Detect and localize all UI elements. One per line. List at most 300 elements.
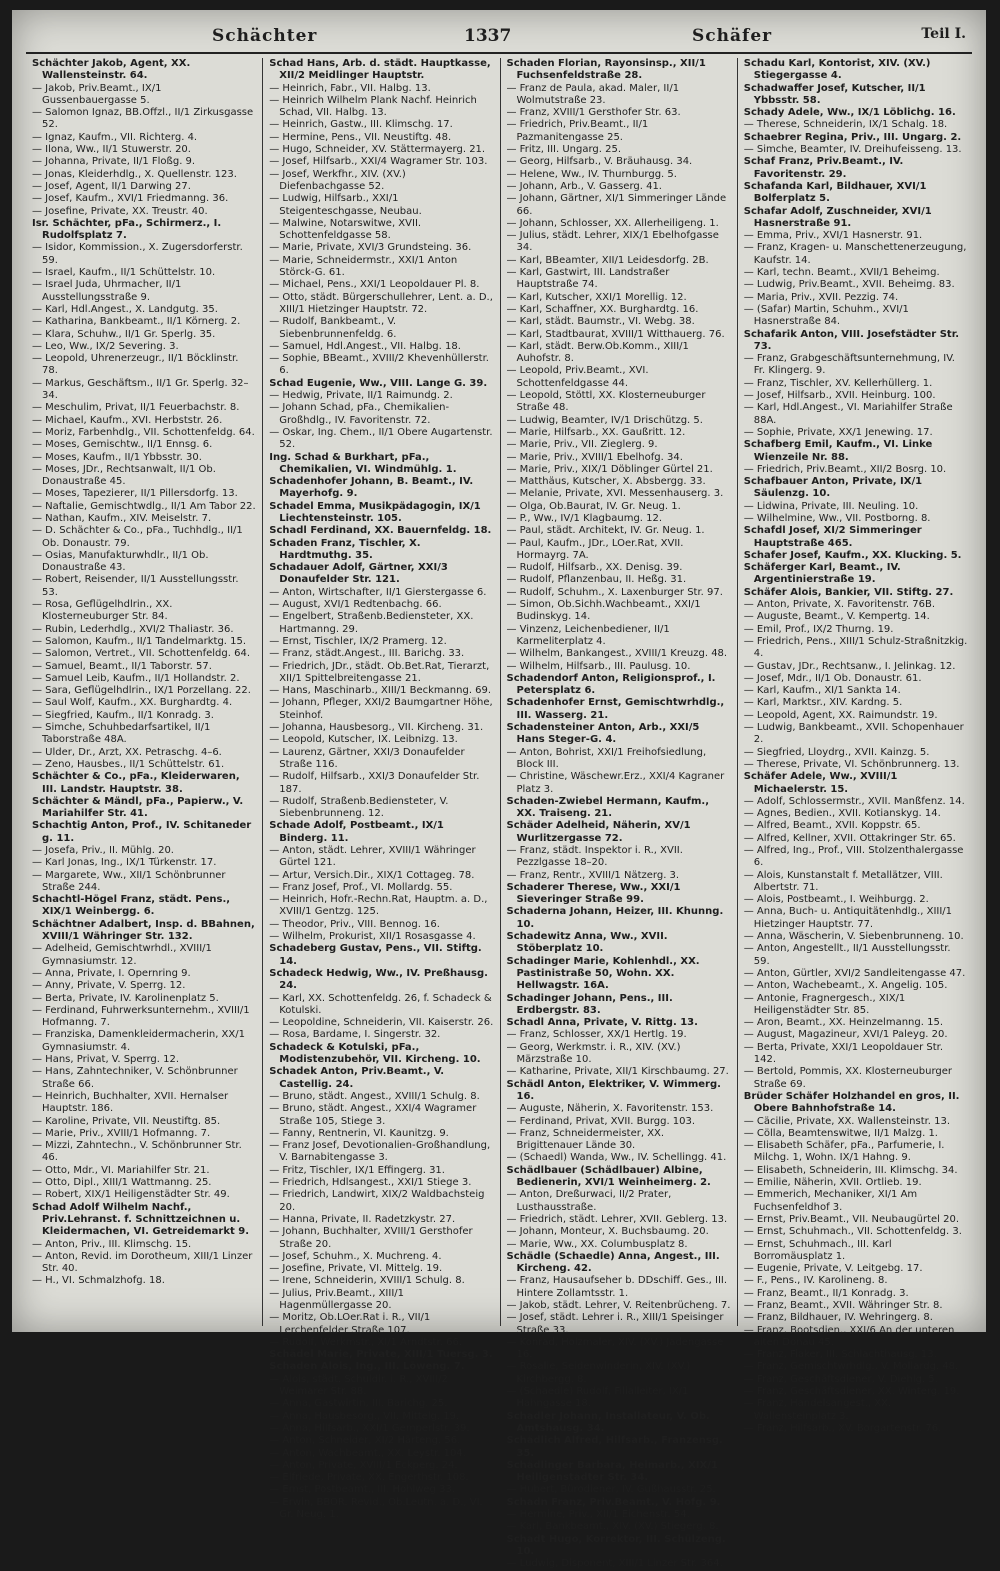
directory-entry: — Karl, Schaffner, XX. Burghardtg. 16. <box>506 303 699 315</box>
directory-entry: — Bertold, Pommis, XX. Klosterneuburger Straße 69. <box>743 1066 952 1090</box>
directory-entry: — Franz, Bildhauer, IV. Wehringerg. 8. <box>743 1312 933 1324</box>
directory-entry: — Leopoldine, Schneiderin, VII. Kaiserstr. 26. <box>269 1017 494 1029</box>
directory-entry: — Alois, Postbeamt., I. Weihburgg. 2. <box>743 894 929 906</box>
directory-entry: — Salomon, Kaufm., II/1 Tandelmarktg. 15. <box>32 635 247 647</box>
column-2 <box>262 58 499 1521</box>
directory-entry: — Franz, Geschäftsdiener, V. Diehlg. 5. <box>743 1373 938 1385</box>
directory-entry: — Julius, städt. Lehrer, XIX/1 Ebelhofgasse 34. <box>506 230 719 254</box>
part-label: Teil I. <box>921 26 966 42</box>
directory-entry: — Samuel, Hdl.Angest., VII. Halbg. 18. <box>269 340 461 352</box>
directory-entry: — Hugo, Schneider, XV. Stättermayerg. 21. <box>269 144 486 156</box>
directory-entry: Schafanda Karl, Bildhauer, XVI/1 Bolferplatz 5. <box>743 180 927 205</box>
directory-entry: — Anny, Private, V. Sperrg. 12. <box>32 980 186 992</box>
directory-entry: — Bruno, städt. Angest., XXI/4 Wagramer Straße 105, Stiege 3. <box>269 1103 477 1127</box>
directory-entry: — Saul Wolf, Kaufm., XX. Burghardtg. 4. <box>32 697 233 709</box>
directory-entry: Schädlbauer (Schädlbauer) Albine, Bedienerin, XVI/1 Weinheimerg. 2. <box>506 1164 711 1189</box>
directory-entry: — (Schaedl) Wanda, Ww., IV. Schellingg. 41. <box>506 1152 727 1164</box>
directory-entry: — Franz, Schlosser, XX/1 Hertlg. 19. <box>506 1029 687 1041</box>
directory-entry: — Robert, Reisender, II/1 Ausstellungsstr. 53. <box>32 574 239 598</box>
directory-entry: Schädlich Alfred, Hilfsarb., Franzensg. 35. <box>506 1435 723 1459</box>
directory-entry: — Marie, Priv., XIX/1 Döblinger Gürtel 21. <box>506 463 713 475</box>
directory-entry: — Moriz, Farbenhdlg., VII. Schottenfeldg. 64. <box>32 426 255 438</box>
directory-entry: — Anton, Wachebeamt., X. Angelig. 105. <box>743 980 948 992</box>
directory-entry: — Elisabeth, Schneiderin, III. Klimschg. 34. <box>743 1164 958 1176</box>
directory-entry: — Ferdinand, Privat, XVII. Burgg. 103. <box>506 1115 696 1127</box>
directory-entry: — Anton, städt. Lehrer, XVIII/1 Währinger Gürtel 121. <box>269 845 476 869</box>
directory-entry: — Rosa, Geflügelhdlrin., XX. Klosterneuburger Str. 84. <box>32 599 173 623</box>
directory-entry: — Oskar, Ing. Chem., II/1 Obere Augartenstr. 52. <box>269 426 493 451</box>
directory-entry: — Marie, Priv., XVIII/1 Hofmanng. 7. <box>32 1127 211 1139</box>
directory-entry: — Franz, städt.Angest., III. Barichg. 33. <box>269 648 465 660</box>
directory-entry: — Josef, Hilfsarb., XXI/4 Wagramer Str. 103. <box>269 156 488 168</box>
directory-entry: — Naftalie, Gemischtwdlg., II/1 Am Tabor 22. <box>32 500 256 512</box>
directory-entry: Schafdl Josef, XI/2 Simmeringer Hauptstraße 465. <box>743 525 922 549</box>
directory-entry: — Simche, Beamter, IV. Dreihufeisseng. 13. <box>743 144 962 156</box>
directory-entry: Schadewitz Anna, Ww., XVII. Stöberplatz 10. <box>506 931 668 955</box>
directory-entry: Schädel Marie, Private, XIII/1 Tuersg. 3. <box>269 1349 493 1361</box>
directory-entry: — Olga, Ob.Baurat, IV. Gr. Neug. 1. <box>506 500 681 512</box>
directory-entry: — Johann Schad, pFa., Chemikalien-Großhdlg., IV. Favoritenstr. 72. <box>269 402 450 426</box>
directory-entry: — Anna, Wäscherin, V. Siebenbrunneng. 10. <box>743 931 964 943</box>
directory-entry: — Mizzi, Zahntechn., V. Schönbrunner Str. 46. <box>32 1140 242 1164</box>
directory-entry: — Melanie, Private, XVI. Messenhauserg. 3. <box>506 488 724 500</box>
directory-entry: — Karl, XX. Schottenfeldg. 26, f. Schadeck & Kotulski. <box>269 992 492 1016</box>
column-1 <box>26 58 262 1326</box>
directory-entry: Schaderer Therese, Ww., XXI/1 Sieveringer Straße 99. <box>506 881 681 906</box>
directory-entry: — Alfred, Kellner, XVII. Ottakringer Str. 65. <box>743 832 956 844</box>
directory-entry: — Franz, Kragen- u. Manschettenerzeugung, Kaufstr. 14. <box>743 242 967 266</box>
directory-entry: Schadensteiner Anton, Arb., XXI/5 Hans Steger-G. 4. <box>506 722 700 746</box>
directory-entry: Schädl Anton, Elektriker, V. Wimmerg. 16. <box>506 1078 721 1102</box>
directory-entry: — Friedrich, städt. Lehrer, XVII. Geblerg. 13. <box>506 1213 728 1225</box>
directory-entry: — Anna, Buch- u. Antiquitätenhdlg., XIII/1 Hietzinger Hauptstr. 77. <box>743 906 953 930</box>
directory-entry: — Antonie, Fragnergesch., XIX/1 Heiligenstädter Str. 85. <box>743 992 906 1016</box>
directory-entry: — Ferdinand, Fuhrwerksunternehm., XVIII/1 Hofmanng. 7. <box>32 1004 250 1029</box>
directory-entry: — Karl, Hdl.Angest., X. Landgutg. 35. <box>32 303 218 315</box>
directory-entry: — Karl, Marktsr., XIV. Kardng. 5. <box>743 697 903 709</box>
directory-entry: Schächter & Co., pFa., Kleiderwaren, III. Landstr. Hauptstr. 38. <box>32 771 240 795</box>
directory-entry: — Franz, städt. Inspektor i. R., XVII. Pezzlgasse 18–20. <box>506 845 683 869</box>
page-header <box>12 20 986 50</box>
directory-entry: — Ludwig, Priv.Beamt., XVII. Beheimg. 83. <box>743 279 955 291</box>
directory-entry: — Alois, städt. Schuldir. i. R., XVIII/2 Weimarer Str. 88. <box>269 1373 448 1398</box>
directory-entry: — Osias, Manufakturwhdlr., II/1 Ob. Donaustraße 43. <box>32 549 209 574</box>
directory-entry: — Karl, Bankbeamt., XIV. (XV.) Stiegerg. 8. <box>506 1521 719 1533</box>
directory-entry: Schaden Alois, Ing., III. Löweng. 7. <box>269 1361 465 1373</box>
directory-entry: — Josefa, Priv., II. Mühlg. 20. <box>32 845 174 856</box>
directory-entry: — Paul, städt. Architekt, IV. Gr. Neug. 1. <box>506 525 705 537</box>
directory-entry: — Israel, Kaufm., II/1 Schüttelstr. 10. <box>32 267 216 279</box>
directory-entry: — Franz, Tischler, XV. Kellerhüllerg. 1. <box>743 377 933 389</box>
directory-entry: — Karoline, Private, VII. Neustiftg. 85. <box>32 1115 221 1127</box>
directory-entry: — Anton, Private, XVIII/1 Eckperg. 24. <box>269 1459 458 1471</box>
directory-entry: — Georg, Hilfsarb., V. Bräuhausg. 34. <box>506 156 693 168</box>
directory-entry: — Ernst, Schuhmach., III. Karl Borromäusplatz 1. <box>743 1238 892 1262</box>
directory-entry: — Josef, Agent, II/1 Darwing 27. <box>32 180 191 192</box>
directory-entry: — Hanna, Private, II. Radetzkystr. 27. <box>269 1213 456 1225</box>
directory-entry: — Elfriede, Private, XX. Engerthstr. 108. <box>269 1472 469 1484</box>
directory-entry: — Karl, städt. Baumstr., VI. Webg. 38. <box>506 316 695 328</box>
directory-entry: — Ludwig, Beamter, IV/1 Drischützg. 5. <box>506 414 703 426</box>
directory-entry: — Heinrich, Gastw., III. Klimschg. 17. <box>269 119 453 131</box>
header-right-keyword: Schäfer <box>692 26 773 46</box>
directory-entry: — Karl Jonas, Ing., IX/1 Türkenstr. 17. <box>32 857 217 869</box>
directory-entry: — Moses, Tapezierer, II/1 Pillersdorfg. 13. <box>32 488 238 500</box>
directory-entry: — Vinzenz, Leichenbediener, II/1 Karmeliterplatz 4. <box>506 623 670 647</box>
directory-entry: Schaf Franz, Priv.Beamt., IV. Favoritenstr. 29. <box>743 156 904 180</box>
directory-entry: — Johann, Gärtner, XI/1 Simmeringer Lände 66. <box>506 193 727 217</box>
directory-entry: — Marie, Schneidermstr., XXI/1 Anton Störck-G. 61. <box>269 254 458 279</box>
directory-entry: Schadenhofer Johann, B. Beamt., IV. Mayerhofg. 9. <box>269 476 474 500</box>
directory-entry: — Hedwig, Private, II/1 Raimundg. 2. <box>269 390 453 402</box>
directory-entry: — Karl, Kaufm., XI/1 Sankta 14. <box>743 685 901 697</box>
directory-entry: — Leopold, Stöttl, XX. Klosterneuburger Straße 48. <box>506 390 706 414</box>
directory-entry: Schadeberg Gustav, Pens., VII. Stiftg. 14. <box>269 943 482 967</box>
directory-entry: — Hubert, Bürodiener, IV. Gußhausstr. 25. <box>506 1484 716 1496</box>
directory-entry: — Therese, Private, VI. Schönbrunnerg. 13. <box>743 758 960 770</box>
directory-entry: — Karl, städt. Berw.Ob.Komm., XIII/1 Auhofstr. 8. <box>506 340 689 365</box>
directory-entry: — Franz, Hausaufseher b. DDschiff. Ges., III. Hintere Zollamtsstr. 1. <box>506 1275 728 1299</box>
directory-entry: — Karl, Hdl.Angest., VI. Mariahilfer Straße 88A. <box>743 402 953 426</box>
directory-entry: Schachtl-Högel Franz, städt. Pens., XIX/1 Weinbergg. 6. <box>32 894 231 918</box>
directory-entry: — Bruno, städt. Angest., XVIII/1 Schulg. 8. <box>269 1090 480 1102</box>
directory-entry: — Marie, Ww., XX. Columbusplatz 8. <box>506 1238 688 1250</box>
directory-entry: Schady Adele, Ww., IX/1 Löblichg. 16. <box>743 107 956 119</box>
directory-entry: Schäfer Alois, Bankier, VII. Stiftg. 27. <box>743 586 954 598</box>
directory-entry: — Sophie, BBeamt., XVIII/2 Khevenhüllerstr. 6. <box>269 353 489 377</box>
directory-entry: — Franz, Beamt., XVII. Währinger Str. 8. <box>743 1299 943 1311</box>
directory-entry: — Marie, Priv., VII. Zieglerg. 9. <box>506 439 658 451</box>
directory-entry: — Israel Juda, Uhrmacher, II/1 Ausstellungsstraße 9. <box>32 279 182 303</box>
directory-entry: — Sophie, Private, XX/1 Jenewing. 17. <box>743 426 933 438</box>
directory-entry: — Anton, Priv., III. Klimschg. 15. <box>32 1238 192 1250</box>
directory-entry: Schadinger Marie, Kohlenhdl., XX. Pastinistraße 50, Wohn. XX. Hellwagstr. 16A. <box>506 955 700 992</box>
directory-entry: — Karl, BBeamter, XII/1 Leidesdorfg. 2B. <box>506 254 709 266</box>
directory-entry: — Anna, Hausbesorg., VII. Mittelg. 19. <box>269 1410 460 1422</box>
directory-entry: — Gustav, JDr., Rechtsanw., I. Jelinkag. 12. <box>743 660 956 672</box>
directory-entry: — Wilhelm, Prokurist, XII/1 Rosasgasse 4. <box>269 931 476 943</box>
directory-entry: — Franz Josef, Devotionalien-Großhandlung, V. Barnabitengasse 3. <box>269 1140 491 1164</box>
directory-entry: — Therese, Schneiderin, IX/1 Schalg. 18. <box>743 119 948 131</box>
directory-entry: — Salomon Ignaz, BB.Offzl., II/1 Zirkusgasse 52. <box>32 107 254 131</box>
directory-entry: — Anton, Bohrist, XXI/1 Freihofsiedlung, Block III. <box>506 746 707 770</box>
directory-entry: — Rudolf, Hilfsarb., XXI/3 Donaufelder Str. 187. <box>269 771 480 795</box>
directory-entry: — Emmerich, Mechaniker, XI/1 Am Fuchsenfeldhof 3. <box>743 1189 918 1213</box>
directory-entry: — Hermine, Priv., XII/1 Eichenstr. 54. <box>506 1509 690 1521</box>
directory-entry: — (Schaedle) Rudolf, Filialleiter, IX/1 Hahngasse 18. <box>506 1386 689 1410</box>
directory-entry: — Elisabeth Schäfer, pFa., Parfumerie, I. Milchg. 1, Wohn. IX/1 Hahng. 9. <box>743 1140 945 1164</box>
directory-entry: — Ulder, Dr., Arzt, XX. Petraschg. 4–6. <box>32 746 222 758</box>
directory-entry: — Johann, Arb., V. Gasserg. 41. <box>506 180 662 192</box>
directory-entry: — Franz, Bootsdien., XXI/6 An der unteren alten Donau 45. <box>743 1324 955 1348</box>
directory-entry: — Agnes, Bedien., XVII. Kotianskyg. 14. <box>743 808 941 820</box>
directory-entry: — Theodor, Priv., VIII. Bennog. 16. <box>269 918 440 930</box>
directory-entry: — Anton, Wachbeamt., XX. Leystr. 104. <box>269 1447 466 1459</box>
directory-entry: — Josef, Hilfsarb., XVII. Heinburg. 100. <box>743 390 936 402</box>
directory-entry: Schade Adolf, Postbeamt., IX/1 Binderg. 11. <box>269 820 444 844</box>
directory-entry: — Hans, Maschinarb., XIII/1 Beckmanng. 69. <box>269 685 492 697</box>
directory-entry: — Alfred, Beamt., XVII. Koppstr. 65. <box>743 820 921 832</box>
directory-entry: — Leopold, Kutscher, IX. Leibnizg. 13. <box>269 734 458 746</box>
directory-entry: — Siegfried, Kaufm., II/1 Konradg. 3. <box>32 709 214 721</box>
directory-entry: Schadler Johann, Installateur, V. Ob. Amtshausg. 34. <box>506 1410 710 1434</box>
directory-entry: — Franz, Geschäftsdiener, XX. Winterg. 19. <box>743 1386 960 1398</box>
directory-entry: Schäder Adelheid, Näherin, XV/1 Wurlitzergasse 72. <box>506 820 691 844</box>
directory-entry: — Marie, Priv., XVIII/1 Ebelhofg. 34. <box>506 451 683 463</box>
directory-entry: — Friedrich, Hdlsangest., XXI/1 Stiege 3. <box>269 1177 472 1189</box>
directory-entry: — Michael, Pens., XXI/1 Leopoldauer Pl. 8. <box>269 279 480 291</box>
directory-entry: Schächter & Mändl, pFa., Papierw., V. Mariahilfer Str. 41. <box>32 795 244 820</box>
column-4 <box>737 58 974 1434</box>
directory-entry: — Johann, Buchhalter, XVIII/1 Gersthofer Straße 20. <box>269 1226 473 1250</box>
directory-entry: Brüder Schäfer Holzhandel en gros, II. Obere Bahnhofstraße 14. <box>743 1090 960 1115</box>
directory-entry: Schadel Emma, Musikpädagogin, IX/1 Liechtensteinstr. 105. <box>269 500 481 524</box>
directory-entry: — Karl, Kutscher, XXI/1 Morellig. 12. <box>506 291 687 303</box>
directory-entry: — Johann, Monteur, X. Buchsbaumg. 20. <box>506 1226 709 1238</box>
directory-entry: — P., Ww., IV/1 Klagbaumg. 12. <box>506 512 663 524</box>
directory-entry: — Franz de Paula, akad. Maler, II/1 Wolmutstraße 23. <box>506 82 680 106</box>
directory-entry: — Franz, Hilfsarb., XV. Borgartenstr. 76. <box>743 1422 942 1434</box>
directory-entry: Isr. Schächter, pFa., Schirmerz., I. Rudolfsplatz 7. <box>32 217 222 242</box>
directory-entry: — (Safar) Martin, Schuhm., XVI/1 Hasnerstraße 84. <box>743 303 909 328</box>
directory-entry: Schächtner Adalbert, Insp. d. BBahnen, XVIII/1 Währinger Str. 132. <box>32 918 255 943</box>
directory-entry: — Emma, Priv., XVI/1 Hasnerstr. 91. <box>743 230 923 242</box>
directory-entry: Schafer Josef, Kaufm., XX. Klucking. 5. <box>743 549 962 561</box>
directory-entry: — Johanna, Hausbesorg., VII. Kircheng. 31. <box>269 722 484 734</box>
directory-entry: Schädle (Schaedle) Anna, Angest., III. Kircheng. 42. <box>506 1250 720 1275</box>
directory-entry: Schadn Franz, Priv.Beamt., V. Hofg. 9. <box>506 1496 721 1508</box>
directory-entry: — Friedrich, Priv.Beamt., XII/2 Bosrg. 10. <box>743 463 947 475</box>
directory-entry: — Simon, Ob.Sichh.Wachbeamt., XXI/1 Budinskyg. 14. <box>506 599 701 623</box>
directory-entry: — Rudolf, Bankbeamt., V. Siebenbrunnenfeldg. 6. <box>269 316 397 340</box>
directory-entry: — Friedrich, Landwirt, XIX/2 Waldbachsteig 20. <box>269 1189 485 1213</box>
directory-entry: — Otto, städt. Bürgerschullehrer, Lent. a. D., XIII/1 Hietzinger Hauptstr. 72. <box>269 291 493 315</box>
directory-entry: — Emilie, Näherin, XVII. Ortlieb. 19. <box>743 1177 922 1189</box>
directory-entry: — Karl, Gastwirt, III. Landstraßer Hauptstraße 74. <box>506 267 670 291</box>
directory-entry: — Leopold, Agent, XX. Raimundstr. 19. <box>743 709 938 721</box>
directory-entry: — Alfred, Ing., Prof., VIII. Stolzenthalergasse 6. <box>743 845 964 869</box>
directory-entry: — Otto, Mdr., VI. Mariahilfer Str. 21. <box>32 1164 210 1176</box>
directory-entry: — Ernst, Tischler, IX/2 Pramerg. 12. <box>269 635 447 647</box>
directory-entry: Schächter Jakob, Agent, XX. Wallensteinstr. 64. <box>32 58 191 82</box>
directory-entry: — Anna, Hilfsarb., XXI/1 Gemperlstr. 39. <box>269 1422 470 1434</box>
directory-entry: — Anton, Private, X. Favoritenstr. 76B. <box>743 599 936 611</box>
directory-entry: — Rudolf, Werkmstr., XI/1 Arndtstr. 66. <box>269 1336 463 1348</box>
directory-entry: — Ernst, Schuhmach., VII. Schottenfeldg. 3. <box>743 1226 962 1238</box>
directory-entry: — Laurenz, Gärtner, XXI/3 Donaufelder Straße 116. <box>269 746 465 770</box>
directory-entry: Schaebrer Regina, Priv., III. Ungarg. 2. <box>743 131 962 143</box>
directory-entry: — Heinrich, Fabr., VII. Halbg. 13. <box>269 82 431 94</box>
directory-entry: — Berta, Private, IV. Karolinenplatz 5. <box>32 992 219 1004</box>
directory-entry: — Anton, Wirtschafter, II/1 Gierstergasse 6. <box>269 586 487 598</box>
directory-entry: — Marie, Hilfsarb., XX. Gaußritt. 12. <box>506 426 686 438</box>
directory-entry: — Jakob, Priv.Beamt., IX/1 Gussenbauergasse 5. <box>32 82 162 106</box>
directory-entry: — Robert, XIX/1 Heiligenstädter Str. 49. <box>32 1189 230 1201</box>
directory-entry: — F., Pens., IV. Karolineng. 8. <box>743 1275 888 1287</box>
directory-entry: — Leo, Ww., IX/2 Severing. 3. <box>32 340 179 352</box>
directory-entry: — Isidor, Kommission., X. Zugersdorferstr. 59. <box>32 242 243 266</box>
directory-entry: — H., VI. Schmalzhofg. 18. <box>32 1275 165 1287</box>
directory-entry: — Josef, städt. Lehrer i. R., XIII/1 Speisinger Straße 33. <box>506 1312 724 1336</box>
directory-entry: Schafberg Emil, Kaufm., VI. Linke Wienzeile Nr. 88. <box>743 439 933 463</box>
directory-entry: — Otto, Dipl., XIII/1 Wattmanng. 25. <box>32 1177 212 1189</box>
directory-entry: — Josefine, Private, XX. Treustr. 40. <box>32 205 208 217</box>
directory-entry: Schachtig Anton, Prof., IV. Schitaneder g. 11. <box>32 820 252 844</box>
directory-entry: — Ilona, Ww., II/1 Stuwerstr. 20. <box>32 144 191 156</box>
directory-entry: — Fritz, III. Ungarg. 25. <box>506 144 622 156</box>
directory-entry: — Cölla, Beamtenswitwe, II/1 Malzg. 1. <box>743 1127 938 1139</box>
directory-entry: — Josef, Schuhm., X. Muchreng. 4. <box>269 1250 442 1262</box>
directory-entry: Schad Hans, Arb. d. städt. Hauptkasse, XII/2 Meidlinger Hauptstr. <box>269 58 491 82</box>
directory-entry: Schäferger Karl, Beamt., IV. Argentinierstraße 19. <box>743 562 901 586</box>
directory-entry: — Franz, Fiaker, III. Schlachthausg. 13. <box>743 1349 937 1361</box>
directory-entry: — Klara, Schuhw., II/1 Gr. Sperlg. 35. <box>32 328 216 340</box>
directory-entry: — Ernst, Priv.Beamt., VII. Neubaugürtel 20. <box>743 1213 960 1225</box>
directory-entry: — Friedrich, Pens., XIII/1 Schulz-Straßnitzkig. 4. <box>743 635 968 660</box>
directory-entry: — Rudolf, Straßenb.Bediensteter, V. Siebenbrunneng. 12. <box>269 795 449 820</box>
directory-entry: — Franz, Grabgeschäftsunternehmung, IV. Fr. Klingerg. 9. <box>743 353 955 377</box>
directory-entry: Schaden-Zwiebel Hermann, Kaufm., XX. Traiseng. 21. <box>506 795 710 820</box>
directory-entry: — Helene, Ww., IV. Thurnburgg. 5. <box>506 168 677 180</box>
directory-entry: — Moses, Kaufm., II/1 Ybbsstr. 30. <box>32 451 202 463</box>
directory-entry: Schafbauer Anton, Private, IX/1 Säulenzg. 10. <box>743 476 923 500</box>
directory-entry: — Franz, Rentr., XVIII/1 Nätzerg. 3. <box>506 869 680 881</box>
directory-entry: — Rosa, Bardame, I. Singerstr. 32. <box>269 1029 441 1041</box>
directory-entry: — Adelheid, Gemischtwrhdl., XVIII/1 Gymnasiumstr. 12. <box>32 943 212 967</box>
directory-entry: — Alois, Kunstanstalt f. Metallätzer, VIII. Albertstr. 71. <box>743 869 943 893</box>
directory-entry: — Markus, Geschäftsm., II/1 Gr. Sperlg. 32–34. <box>32 377 249 402</box>
directory-entry: — Josef, Kaufm., XVI/1 Friedmanng. 36. <box>32 193 229 205</box>
directory-entry: — Franz, Handelsangest., XX. Wallensteinplatz 3. <box>743 1398 892 1422</box>
directory-entry: — Jonas, Kleiderhdlg., X. Quellenstr. 123. <box>32 168 237 180</box>
directory-entry: — Michael, Kaufm., XVI. Herbststr. 26. <box>32 414 223 426</box>
directory-entry: Schadu Karl, Kontorist, XIV. (XV.) Stiegergasse 4. <box>743 58 931 82</box>
directory-entry: — Moritz, Ob.LOer.Rat i. R., VII/1 Lerchenfelder Straße 107. <box>269 1312 431 1336</box>
directory-entry: — Wilhelm, Bankangest., XVIII/1 Kreuzg. 48. <box>506 648 728 660</box>
directory-entry: Schaden Franz, Tischler, X. Hardtmuthg. 35. <box>269 537 421 561</box>
directory-entry: — Rudolf, Hilfsarb., XX. Denisg. 39. <box>506 562 683 574</box>
directory-entry: — Eugenie, Private, V. Leitgebg. 17. <box>743 1263 923 1275</box>
directory-entry: — Rudolf, Pflanzenbau, II. Heßg. 31. <box>506 574 687 586</box>
directory-entry: — Heinrich, Buchhalter, XVII. Hernalser Hauptstr. 186. <box>32 1090 229 1115</box>
directory-entry: — Malwine, Notarswitwe, XVII. Schottenfeldgasse 58. <box>269 217 422 242</box>
directory-entry: — Ludwig, Disponent, XIII/1 Linzer Str. 364. <box>506 1558 723 1570</box>
directory-entry: Ing. Schad & Burkhart, pFa., Chemikalien, VI. Windmühlg. 1. <box>269 451 457 475</box>
directory-entry: — Anton, Dreßurwaci, II/2 Prater, Lusthausstraße. <box>506 1189 672 1213</box>
directory-entry: Schad Eugenie, Ww., VIII. Lange G. 39. <box>269 377 488 389</box>
directory-entry: — Moses, Gemischtw., II/1 Ennsg. 6. <box>32 439 213 451</box>
directory-entry: — Siegfried, Lloydrg., XVII. Kainzg. 5. <box>743 746 930 758</box>
directory-entry: — Moses, JDr., Rechtsanwalt, II/1 Ob. Donaustraße 45. <box>32 463 216 488</box>
directory-entry: Schadwaffer Josef, Kutscher, II/1 Ybbsstr. 58. <box>743 82 926 106</box>
directory-entry: — Zeno, Hausbes., II/1 Schüttelstr. 61. <box>32 758 225 770</box>
directory-entry: Schaderna Johann, Heizer, III. Khunng. 10. <box>506 906 724 930</box>
directory-entry: — Friedrich, Priv.Beamt., II/1 Pazmanitengasse 25. <box>506 119 649 143</box>
directory-entry: — Rubin, Lederhdlg., XVI/2 Thaliastr. 36. <box>32 623 234 635</box>
directory-entry: — Anton, Angestellt., II/1 Ausstellungsstr. 59. <box>743 943 951 967</box>
directory-entry: — Franz, Gemischtwrhdlg., V. Mollardg. 48. <box>743 1361 959 1373</box>
directory-entry: — Anton, Revid. im Dorotheum, XIII/1 Linzer Str. 40. <box>32 1250 253 1275</box>
directory-entry: — Matthäus, Kutscher, X. Absbergg. 33. <box>506 476 706 488</box>
directory-entry: — Ernst, Postbeamt., III. Hohlweg 33. <box>269 1484 455 1496</box>
directory-entry: — August, Magazineur, XVI/1 Paleyg. 20. <box>743 1029 948 1041</box>
directory-entry: — Josefine, Private, VI. Mittelg. 19. <box>269 1263 443 1275</box>
directory-entry: Schädlinger Barbara, Heimarb., XIX/1 Heiligenstädter Str. 34. <box>506 1459 718 1484</box>
directory-entry: — Franz, Beamt., II/1 Konradg. 3. <box>743 1287 909 1299</box>
directory-entry: — Auguste, Beamt., V. Kempertg. 14. <box>743 611 930 623</box>
header-left-keyword: Schächter <box>212 26 318 46</box>
directory-entry: — Samuel, Beamt., II/1 Taborstr. 57. <box>32 660 212 672</box>
directory-entry: — Adolf, Schlossermstr., XVII. Manßfenz. 14. <box>743 795 965 807</box>
directory-entry: — Johann, Schlosser, XX. Allerheiligeng. 1. <box>506 217 719 229</box>
directory-entry: — Konrad, Holzmaler, XIV. (XV.) Jadengasse 16. <box>506 1336 724 1361</box>
directory-entry: — Josef, Mdr., II/1 Ob. Donaustr. 61. <box>743 672 922 684</box>
directory-entry: Schafar Adolf, Zuschneider, XVI/1 Hasnerstraße 91. <box>743 205 932 229</box>
directory-entry: — Hans, Privat, V. Sperrg. 12. <box>32 1054 180 1066</box>
directory-entry: — Josef, Werkfhr., XIV. (XV.) Diefenbachgasse 52. <box>269 168 406 192</box>
directory-entry: Schadl Ferdinand, XX. Bauernfeldg. 18. <box>269 525 492 537</box>
directory-entry: — D. Schächter & Co., pFa., Tuchhdlg., II/1 Ob. Donaustr. 79. <box>32 525 243 549</box>
directory-entry: — Georg, Werkmstr. i. R., XIV. (XV.) Märzstraße 10. <box>506 1041 681 1066</box>
directory-entry: — Franz Josef, Prof., VI. Mollardg. 55. <box>269 881 453 893</box>
directory-entry: — Nathan, Kaufm., XIV. Meiselstr. 7. <box>32 512 212 524</box>
directory-entry: — Emil, Prof., IX/2 Thurng. 19. <box>743 623 894 635</box>
directory-entry: — Jakob, städt. Lehrer, V. Reitenbrücheng. 7. <box>506 1299 731 1311</box>
directory-entry: — Hermine, Pens., VII. Neustiftg. 48. <box>269 131 452 143</box>
page-number: 1337 <box>464 26 512 46</box>
directory-entry: — Berta, Private, XXI/1 Leopoldauer Str. 142. <box>743 1041 944 1066</box>
directory-entry: — Christine, Wäschewr.Erz., XXI/4 Kagraner Platz 3. <box>506 771 725 795</box>
directory-entry: — Paul, Kaufm., JDr., LOer.Rat, XVII. Hormayrg. 7A. <box>506 537 684 561</box>
directory-entry: Schadeck & Kotulski, pFa., Modistenzubehör, VII. Kircheng. 10. <box>269 1041 481 1066</box>
directory-entry: — Auguste, Näherin, X. Favoritenstr. 153. <box>506 1103 714 1115</box>
directory-entry: — Anna, Gastwirtin, III. Barichg. 25. <box>269 1398 448 1410</box>
directory-entry: Schafarik Anton, VIII. Josefstädter Str. 73. <box>743 328 960 352</box>
directory-entry: Schadinger Johann, Pens., III. Erdbergstr. 83. <box>506 992 673 1016</box>
directory-entry: Schadt Hugo, Korrektor, III. Schülzeng. 10. <box>506 1533 726 1557</box>
directory-entry: — Erwin, BBOR. Revid., Ob.Leutn. a. D., VI. Gr. Neug. 1. <box>269 1496 483 1521</box>
directory-entry: Schadauer Adolf, Gärtner, XXI/3 Donaufelder Str. 121. <box>269 562 448 586</box>
directory-entry: — Aron, Beamt., XX. Heinzelmanng. 15. <box>743 1017 943 1029</box>
directory-entry: — Engelbert, Straßenb.Bediensteter, XX. Hartmanng. 29. <box>269 611 474 635</box>
directory-entry: — Marie, Private, XVI/3 Grundsteing. 36. <box>269 242 472 254</box>
directory-entry: Schadendorf Anton, Religionsprof., I. Petersplatz 6. <box>506 672 716 697</box>
directory-entry: — Hans, Zahntechniker, V. Schönbrunner Straße 66. <box>32 1066 238 1090</box>
directory-entry: — Johann, Pfleger, XXI/2 Baumgartner Höhe, Steinhof. <box>269 697 493 721</box>
directory-entry: — Heinrich, Hofr.-Rechn.Rat, Hauptm. a. D., XVIII/1 Gentzg. 125. <box>269 894 488 918</box>
directory-entry: Schäfer Adele, Ww., XVIII/1 Michaelerstr. 15. <box>743 771 898 795</box>
columns <box>26 58 974 1570</box>
directory-entry: — Franz, XVIII/1 Gersthofer Str. 63. <box>506 107 681 119</box>
directory-entry: — Johanna, Private, II/1 Floßg. 9. <box>32 156 196 168</box>
directory-entry: Schadek Anton, Priv.Beamt., V. Castellig. 24. <box>269 1066 445 1090</box>
directory-entry: — Ignaz, Kaufm., VII. Richterg. 4. <box>32 131 198 143</box>
directory-entry: Schad Adolf Wilhelm Nachf., Priv.Lehranst. f. Schnittzeichnen u. Kleidermachen, VI. Getreidemarkt 9. <box>32 1201 250 1238</box>
directory-entry: Schadeck Hedwig, Ww., IV. Preßhausg. 24. <box>269 967 488 992</box>
directory-entry: — Irene, Schneiderin, XVIII/1 Schulg. 8. <box>269 1275 465 1287</box>
directory-entry: — Karl, Stadtbaurat, XVIII/1 Witthauerg. 76. <box>506 328 725 340</box>
directory-entry: — Meschulim, Privat, II/1 Feuerbachstr. 8. <box>32 402 240 414</box>
directory-page <box>12 10 986 1570</box>
column-3 <box>500 58 737 1570</box>
directory-entry: — Fritz, Tischler, IX/1 Effingerg. 31. <box>269 1164 445 1176</box>
directory-entry: Schadl Anna, Private, V. Rittg. 13. <box>506 1017 698 1029</box>
directory-entry: — Katharina, Bankbeamt., II/1 Körnerg. 2. <box>32 316 241 328</box>
directory-entry: — August, XVI/1 Redtenbachg. 66. <box>269 599 442 611</box>
header-rule <box>26 52 972 54</box>
directory-entry: — Katharine, Private, XII/1 Kirschbaumg. 27. <box>506 1066 729 1078</box>
directory-entry: — Friedrich, JDr., städt. Ob.Bet.Rat, Tierarzt, XII/1 Spittelbreitengasse 21. <box>269 660 490 684</box>
